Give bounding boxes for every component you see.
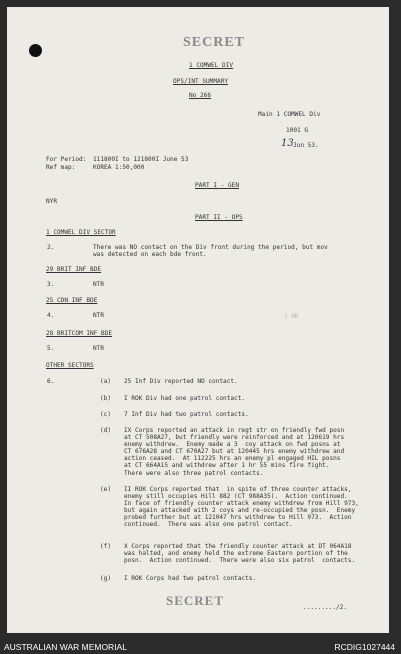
map-ref-value: KOREA 1:50,000 bbox=[93, 164, 145, 171]
para-ntr: NTR bbox=[93, 345, 105, 352]
item-label: (d) bbox=[100, 427, 112, 434]
item-text: II ROK Corps reported that in spite of three counter attacks, enemy still occupies Hill 882 (CT 988A35). Action continued. In face of friendly counter attack enemy withdrew from Hill 973, but again attacked with 2 coys and re-occupied the posn. Enemy probed further but at 121047 hrs withdrew to Hill 973. Action continued. There was also one patrol contact. bbox=[124, 486, 359, 529]
para-ntr: NTR bbox=[93, 281, 105, 288]
item-label: (g) bbox=[100, 575, 112, 582]
para-number: 2. bbox=[47, 244, 55, 251]
division-heading: 1 COMWEL DIV bbox=[189, 62, 234, 69]
section-heading-29-bde: 29 BRIT INF BDE bbox=[46, 266, 102, 273]
item-label: (e) bbox=[100, 486, 112, 493]
item-label: (c) bbox=[100, 411, 112, 418]
item-label: (f) bbox=[100, 543, 112, 550]
part-one-ntr: NYR bbox=[46, 198, 58, 205]
item-text: X Corps reported that the friendly counter attack at DT 064A18 was halted, and enemy held the extreme Eastern portion of the posn. Action continued. There were also six patrol contacts. bbox=[124, 543, 356, 565]
classification-bottom: SECRET bbox=[166, 593, 225, 608]
item-label: (b) bbox=[100, 395, 112, 402]
item-text: I ROK Div had one patrol contact. bbox=[124, 395, 246, 402]
part-two-heading: PART II - OPS bbox=[195, 214, 243, 221]
origin-time: 1001 G bbox=[286, 127, 309, 134]
section-heading-other: OTHER SECTORS bbox=[46, 362, 94, 369]
item-text: IX Corps reported an attack in regt str on friendly fwd posn at CT 508A27, but friendly were reinforced and at 120619 hrs enemy withdrew. Enemy made a 3 coy attack on fwd posns at CT 676A28 and CT 670A27 but at 120445 hrs enemy withdrew and action ceased. At 112225 hrs an enemy pl engaged HIL posns at CT 664A15 and withdrew after 1 hr 55 mins fire fight. There were also three patrol contacts. bbox=[124, 427, 345, 477]
archive-id: RCDIG1027444 bbox=[334, 642, 395, 652]
punch-hole bbox=[29, 44, 42, 57]
item-text: 25 Inf Div reported NO contact. bbox=[124, 378, 238, 385]
branch-heading: OPS/INT SUMMARY bbox=[173, 78, 229, 85]
origin-location: Main 1 COMWEL Div bbox=[258, 111, 321, 118]
para-number: 5. bbox=[47, 345, 55, 352]
para-ntr: NTR bbox=[93, 312, 105, 319]
archive-name: AUSTRALIAN WAR MEMORIAL bbox=[4, 642, 127, 652]
item-text: 7 Inf Div had two patrol contacts. bbox=[124, 411, 249, 418]
period-label: For Period: bbox=[46, 156, 87, 163]
period-value: 111800I to 121800I June 53 bbox=[93, 156, 189, 163]
part-one-heading: PART I - GEN bbox=[195, 182, 240, 189]
map-ref-label: Ref map: bbox=[46, 164, 76, 171]
summary-number: No 266 bbox=[189, 92, 212, 99]
document-page bbox=[7, 7, 389, 633]
archive-footer bbox=[0, 640, 401, 654]
continuation-marker: ........./2. bbox=[303, 604, 348, 611]
faint-mark: 1 HR bbox=[284, 313, 299, 320]
para-number: 3. bbox=[47, 281, 55, 288]
classification-top: SECRET bbox=[183, 35, 246, 50]
section-heading-28-bde: 28 BRITCOM INF BDE bbox=[46, 330, 113, 337]
item-text: I ROK Corps had two patrol contacts. bbox=[124, 575, 257, 582]
para-number: 4. bbox=[47, 312, 55, 319]
section-heading-div: 1 COMWEL DIV SECTOR bbox=[46, 229, 116, 236]
item-label: (a) bbox=[100, 378, 112, 385]
origin-date: Jun 53. bbox=[293, 142, 319, 149]
para-text: There was NO contact on the Div front during the period, but mov was detected on each bde front. bbox=[93, 244, 328, 259]
section-heading-25-bde: 25 CDN INF BDE bbox=[46, 297, 98, 304]
para-number: 6. bbox=[47, 378, 55, 385]
handwritten-date-day: 13 bbox=[281, 138, 294, 149]
